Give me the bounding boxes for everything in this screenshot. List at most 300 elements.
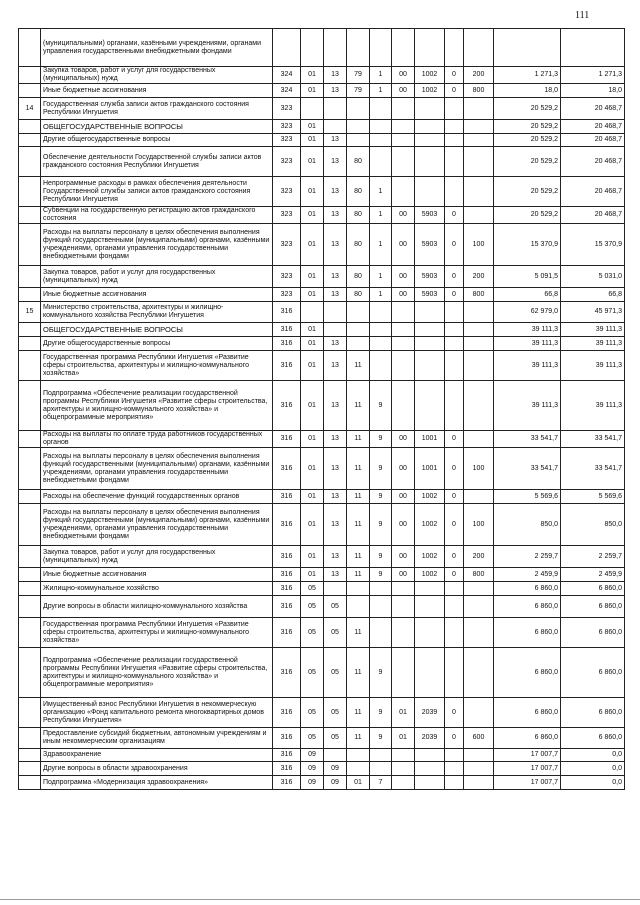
code-event: 00 — [392, 448, 415, 490]
code-program: 11 — [347, 448, 370, 490]
code-subprogram: 9 — [370, 504, 392, 546]
code-gr: 316 — [273, 698, 301, 728]
amount-2: 2 459,9 — [561, 568, 625, 582]
code-pr: 05 — [324, 728, 347, 749]
code-extra: 0 — [445, 288, 464, 302]
code-subprogram — [370, 29, 392, 67]
code-extra: 0 — [445, 448, 464, 490]
code-gr: 324 — [273, 67, 301, 84]
code-pr: 13 — [324, 224, 347, 266]
table-row — [19, 288, 625, 302]
code-vr — [464, 776, 494, 790]
budget-table — [18, 28, 625, 790]
code-rz: 09 — [301, 762, 324, 776]
code-direction: 1002 — [415, 84, 445, 98]
table-row — [19, 147, 625, 177]
code-gr: 316 — [273, 302, 301, 323]
code-event — [392, 29, 415, 67]
code-event — [392, 762, 415, 776]
code-subprogram — [370, 120, 392, 134]
code-vr: 200 — [464, 546, 494, 568]
amount-2: 6 860,0 — [561, 596, 625, 618]
row-number — [19, 448, 41, 490]
code-vr: 800 — [464, 288, 494, 302]
code-gr: 316 — [273, 431, 301, 448]
amount-2: 6 860,0 — [561, 582, 625, 596]
amount-2: 20 468,7 — [561, 147, 625, 177]
code-rz: 01 — [301, 288, 324, 302]
code-extra: 0 — [445, 67, 464, 84]
amount-2: 0,0 — [561, 762, 625, 776]
code-direction: 5903 — [415, 266, 445, 288]
code-extra: 0 — [445, 207, 464, 224]
amount-1: 20 529,2 — [494, 120, 561, 134]
row-number — [19, 568, 41, 582]
code-direction — [415, 302, 445, 323]
row-name: Иные бюджетные ассигнования — [41, 568, 273, 582]
table-row — [19, 728, 625, 749]
table-row — [19, 134, 625, 147]
code-direction: 1002 — [415, 490, 445, 504]
table-row — [19, 568, 625, 582]
code-rz: 09 — [301, 776, 324, 790]
row-number — [19, 147, 41, 177]
code-pr — [324, 120, 347, 134]
code-pr: 13 — [324, 490, 347, 504]
code-event: 00 — [392, 546, 415, 568]
row-number — [19, 67, 41, 84]
code-rz: 01 — [301, 67, 324, 84]
code-event: 01 — [392, 728, 415, 749]
code-direction — [415, 618, 445, 648]
table-row — [19, 596, 625, 618]
code-direction: 1002 — [415, 67, 445, 84]
row-name: Закупка товаров, работ и услуг для государственных (муниципальных) нужд — [41, 266, 273, 288]
row-number — [19, 648, 41, 698]
code-direction — [415, 134, 445, 147]
amount-2: 6 860,0 — [561, 698, 625, 728]
code-program: 11 — [347, 381, 370, 431]
code-program: 80 — [347, 266, 370, 288]
code-program — [347, 582, 370, 596]
code-gr: 323 — [273, 147, 301, 177]
code-vr — [464, 381, 494, 431]
row-number — [19, 749, 41, 762]
row-number — [19, 504, 41, 546]
row-number — [19, 351, 41, 381]
code-event: 00 — [392, 67, 415, 84]
code-program: 11 — [347, 728, 370, 749]
amount-2: 39 111,3 — [561, 381, 625, 431]
row-name: Расходы на выплаты персоналу в целях обеспечения выполнения функций государственными (муниципальными) органами, казёнными учреждениями, органами управления государственными внебюджетными фондами — [41, 504, 273, 546]
row-name: Министерство строительства, архитектуры и жилищно-коммунального хозяйства Республики Ингушетия — [41, 302, 273, 323]
row-number — [19, 776, 41, 790]
code-extra — [445, 596, 464, 618]
amount-2: 33 541,7 — [561, 448, 625, 490]
code-rz: 01 — [301, 351, 324, 381]
code-pr: 13 — [324, 568, 347, 582]
code-extra — [445, 618, 464, 648]
amount-2: 5 569,6 — [561, 490, 625, 504]
code-direction: 1001 — [415, 431, 445, 448]
row-number — [19, 728, 41, 749]
code-direction — [415, 776, 445, 790]
code-rz: 01 — [301, 381, 324, 431]
code-program: 01 — [347, 776, 370, 790]
amount-2: 6 860,0 — [561, 618, 625, 648]
code-event: 00 — [392, 288, 415, 302]
code-direction: 2039 — [415, 698, 445, 728]
amount-1: 2 459,9 — [494, 568, 561, 582]
code-program: 79 — [347, 67, 370, 84]
code-rz — [301, 98, 324, 120]
code-rz: 01 — [301, 323, 324, 337]
code-pr: 05 — [324, 596, 347, 618]
code-pr: 13 — [324, 504, 347, 546]
amount-2: 20 468,7 — [561, 134, 625, 147]
code-pr — [324, 29, 347, 67]
amount-1: 6 860,0 — [494, 698, 561, 728]
row-name: Иные бюджетные ассигнования — [41, 288, 273, 302]
amount-2: 33 541,7 — [561, 431, 625, 448]
amount-1: 1 271,3 — [494, 67, 561, 84]
table-row — [19, 67, 625, 84]
code-vr — [464, 648, 494, 698]
amount-2: 18,0 — [561, 84, 625, 98]
row-number — [19, 698, 41, 728]
amount-1: 20 529,2 — [494, 207, 561, 224]
code-vr — [464, 698, 494, 728]
row-number — [19, 618, 41, 648]
code-rz: 01 — [301, 504, 324, 546]
code-subprogram: 1 — [370, 84, 392, 98]
code-extra — [445, 323, 464, 337]
code-rz: 01 — [301, 448, 324, 490]
table-row — [19, 431, 625, 448]
row-number — [19, 224, 41, 266]
row-number — [19, 207, 41, 224]
code-gr: 316 — [273, 728, 301, 749]
code-event — [392, 134, 415, 147]
amount-1: 6 860,0 — [494, 728, 561, 749]
code-rz: 05 — [301, 596, 324, 618]
code-direction — [415, 381, 445, 431]
code-extra — [445, 381, 464, 431]
code-gr: 316 — [273, 490, 301, 504]
code-gr: 316 — [273, 776, 301, 790]
code-program: 80 — [347, 288, 370, 302]
code-event — [392, 98, 415, 120]
code-program: 11 — [347, 698, 370, 728]
code-vr — [464, 762, 494, 776]
code-direction: 1002 — [415, 546, 445, 568]
code-direction: 5903 — [415, 224, 445, 266]
row-number — [19, 266, 41, 288]
amount-1: 39 111,3 — [494, 337, 561, 351]
code-extra — [445, 302, 464, 323]
code-subprogram: 9 — [370, 431, 392, 448]
amount-1: 39 111,3 — [494, 351, 561, 381]
row-name: Предоставление субсидий бюджетным, автономным учреждениям и иным некоммерческим организациям — [41, 728, 273, 749]
row-name: Имущественный взнос Республики Ингушетия в некоммерческую организацию «Фонд капитального ремонта многоквартирных домов Республики Ингушетия» — [41, 698, 273, 728]
code-pr: 13 — [324, 84, 347, 98]
amount-1: 66,8 — [494, 288, 561, 302]
code-program — [347, 120, 370, 134]
code-gr: 323 — [273, 224, 301, 266]
code-extra — [445, 147, 464, 177]
amount-2: 2 259,7 — [561, 546, 625, 568]
row-name: (муниципальными) органами, казёнными учреждениями, органами управления государственными внебюджетными фондами — [41, 29, 273, 67]
amount-1: 15 370,9 — [494, 224, 561, 266]
amount-1: 33 541,7 — [494, 431, 561, 448]
code-extra: 0 — [445, 568, 464, 582]
code-event — [392, 351, 415, 381]
code-subprogram: 9 — [370, 448, 392, 490]
code-program — [347, 337, 370, 351]
code-program — [347, 596, 370, 618]
table-row — [19, 337, 625, 351]
table-row — [19, 351, 625, 381]
row-name: Другие вопросы в области здравоохранения — [41, 762, 273, 776]
code-gr: 323 — [273, 134, 301, 147]
row-number — [19, 120, 41, 134]
code-pr — [324, 323, 347, 337]
code-vr — [464, 302, 494, 323]
amount-2 — [561, 29, 625, 67]
amount-1: 20 529,2 — [494, 134, 561, 147]
row-name: Государственная программа Республики Ингушетия «Развитие сферы строительства, архитектуры и жилищно-коммунального хозяйства» — [41, 618, 273, 648]
code-direction — [415, 98, 445, 120]
amount-1: 6 860,0 — [494, 582, 561, 596]
code-vr — [464, 490, 494, 504]
row-number — [19, 762, 41, 776]
code-gr: 316 — [273, 546, 301, 568]
amount-1: 20 529,2 — [494, 177, 561, 207]
code-extra: 0 — [445, 546, 464, 568]
row-name: Непрограммные расходы в рамках обеспечения деятельности Государственной службы записи актов гражданского состояния Республики Ингушетия — [41, 177, 273, 207]
table-row — [19, 448, 625, 490]
code-event — [392, 776, 415, 790]
code-extra — [445, 762, 464, 776]
row-number: 15 — [19, 302, 41, 323]
row-number — [19, 288, 41, 302]
row-name: Государственная программа Республики Ингушетия «Развитие сферы строительства, архитектуры и жилищно-коммунального хозяйства» — [41, 351, 273, 381]
code-subprogram — [370, 147, 392, 177]
amount-2: 45 971,3 — [561, 302, 625, 323]
amount-1: 33 541,7 — [494, 448, 561, 490]
code-vr — [464, 207, 494, 224]
code-subprogram: 1 — [370, 67, 392, 84]
code-program: 11 — [347, 618, 370, 648]
code-gr: 316 — [273, 749, 301, 762]
row-name: Другие общегосударственные вопросы — [41, 134, 273, 147]
code-subprogram — [370, 134, 392, 147]
code-vr — [464, 323, 494, 337]
code-event: 00 — [392, 84, 415, 98]
table-row — [19, 266, 625, 288]
code-rz: 05 — [301, 618, 324, 648]
code-vr: 200 — [464, 266, 494, 288]
code-gr: 316 — [273, 568, 301, 582]
code-rz: 01 — [301, 546, 324, 568]
code-direction — [415, 29, 445, 67]
table-row — [19, 648, 625, 698]
code-rz: 01 — [301, 147, 324, 177]
code-rz — [301, 302, 324, 323]
code-pr: 05 — [324, 648, 347, 698]
code-extra: 0 — [445, 84, 464, 98]
code-extra — [445, 337, 464, 351]
amount-2: 39 111,3 — [561, 351, 625, 381]
code-event: 00 — [392, 266, 415, 288]
code-pr: 09 — [324, 762, 347, 776]
code-pr: 13 — [324, 134, 347, 147]
code-extra: 0 — [445, 224, 464, 266]
row-name: Жилищно-коммунальное хозяйство — [41, 582, 273, 596]
amount-2: 20 468,7 — [561, 177, 625, 207]
amount-2: 39 111,3 — [561, 323, 625, 337]
code-direction — [415, 762, 445, 776]
table-row — [19, 207, 625, 224]
code-program — [347, 749, 370, 762]
code-event — [392, 323, 415, 337]
code-gr: 316 — [273, 351, 301, 381]
row-name: Иные бюджетные ассигнования — [41, 84, 273, 98]
code-vr: 100 — [464, 504, 494, 546]
code-direction — [415, 323, 445, 337]
code-event — [392, 302, 415, 323]
code-rz: 05 — [301, 648, 324, 698]
code-vr: 600 — [464, 728, 494, 749]
code-direction: 1002 — [415, 568, 445, 582]
code-program: 11 — [347, 490, 370, 504]
code-rz: 01 — [301, 207, 324, 224]
code-direction — [415, 351, 445, 381]
code-gr: 323 — [273, 98, 301, 120]
code-extra — [445, 134, 464, 147]
code-program — [347, 762, 370, 776]
amount-1 — [494, 29, 561, 67]
row-number — [19, 546, 41, 568]
page-number: 111 — [575, 10, 590, 21]
code-direction — [415, 582, 445, 596]
code-program: 11 — [347, 546, 370, 568]
table-row — [19, 29, 625, 67]
row-number — [19, 596, 41, 618]
code-subprogram — [370, 337, 392, 351]
code-extra: 0 — [445, 728, 464, 749]
code-gr: 316 — [273, 618, 301, 648]
amount-1: 6 860,0 — [494, 648, 561, 698]
table-row — [19, 762, 625, 776]
amount-1: 850,0 — [494, 504, 561, 546]
amount-2: 20 468,7 — [561, 98, 625, 120]
table-row — [19, 84, 625, 98]
code-direction: 1001 — [415, 448, 445, 490]
row-name: Обеспечение деятельности Государственной службы записи актов гражданского состояния Республики Ингушетия — [41, 147, 273, 177]
row-name: ОБЩЕГОСУДАРСТВЕННЫЕ ВОПРОСЫ — [41, 323, 273, 337]
code-vr — [464, 134, 494, 147]
scan-edge-line — [0, 899, 640, 900]
amount-2: 20 468,7 — [561, 120, 625, 134]
amount-2: 20 468,7 — [561, 207, 625, 224]
amount-2: 6 860,0 — [561, 728, 625, 749]
code-gr: 323 — [273, 288, 301, 302]
code-subprogram — [370, 582, 392, 596]
code-subprogram — [370, 323, 392, 337]
amount-1: 39 111,3 — [494, 323, 561, 337]
code-gr: 316 — [273, 323, 301, 337]
code-program: 11 — [347, 568, 370, 582]
table-row — [19, 749, 625, 762]
code-vr: 800 — [464, 568, 494, 582]
amount-1: 20 529,2 — [494, 98, 561, 120]
code-subprogram: 1 — [370, 224, 392, 266]
row-name: Расходы на выплаты персоналу в целях обеспечения выполнения функций государственными (муниципальными) органами, казёнными учреждениями, органами управления государственными внебюджетными фондами — [41, 448, 273, 490]
code-program: 79 — [347, 84, 370, 98]
code-rz: 01 — [301, 568, 324, 582]
code-gr: 324 — [273, 84, 301, 98]
code-pr: 13 — [324, 337, 347, 351]
row-number — [19, 84, 41, 98]
row-name: Подпрограмма «Модернизация здравоохранения» — [41, 776, 273, 790]
code-subprogram: 7 — [370, 776, 392, 790]
code-event: 00 — [392, 224, 415, 266]
code-event — [392, 177, 415, 207]
code-pr: 13 — [324, 266, 347, 288]
code-program: 80 — [347, 207, 370, 224]
row-name: Расходы на выплаты по оплате труда работников государственных органов — [41, 431, 273, 448]
code-gr: 316 — [273, 381, 301, 431]
row-number — [19, 431, 41, 448]
code-event — [392, 582, 415, 596]
code-subprogram: 9 — [370, 648, 392, 698]
code-vr — [464, 337, 494, 351]
row-name: Закупка товаров, работ и услуг для государственных (муниципальных) нужд — [41, 67, 273, 84]
code-vr — [464, 29, 494, 67]
code-direction: 5903 — [415, 288, 445, 302]
code-direction — [415, 147, 445, 177]
code-event: 00 — [392, 568, 415, 582]
code-pr — [324, 302, 347, 323]
code-program — [347, 134, 370, 147]
code-direction — [415, 337, 445, 351]
code-vr: 100 — [464, 224, 494, 266]
code-vr: 100 — [464, 448, 494, 490]
code-extra — [445, 177, 464, 207]
code-rz: 01 — [301, 266, 324, 288]
code-gr: 316 — [273, 337, 301, 351]
code-direction: 1002 — [415, 504, 445, 546]
code-event — [392, 596, 415, 618]
table-row — [19, 177, 625, 207]
code-program: 80 — [347, 177, 370, 207]
amount-1: 17 007,7 — [494, 776, 561, 790]
code-subprogram: 9 — [370, 381, 392, 431]
code-rz: 05 — [301, 728, 324, 749]
amount-1: 18,0 — [494, 84, 561, 98]
code-direction — [415, 648, 445, 698]
code-vr — [464, 120, 494, 134]
code-vr — [464, 618, 494, 648]
amount-2: 0,0 — [561, 749, 625, 762]
code-extra — [445, 776, 464, 790]
code-vr — [464, 431, 494, 448]
code-pr: 13 — [324, 207, 347, 224]
code-vr — [464, 177, 494, 207]
code-rz: 05 — [301, 582, 324, 596]
code-pr — [324, 582, 347, 596]
